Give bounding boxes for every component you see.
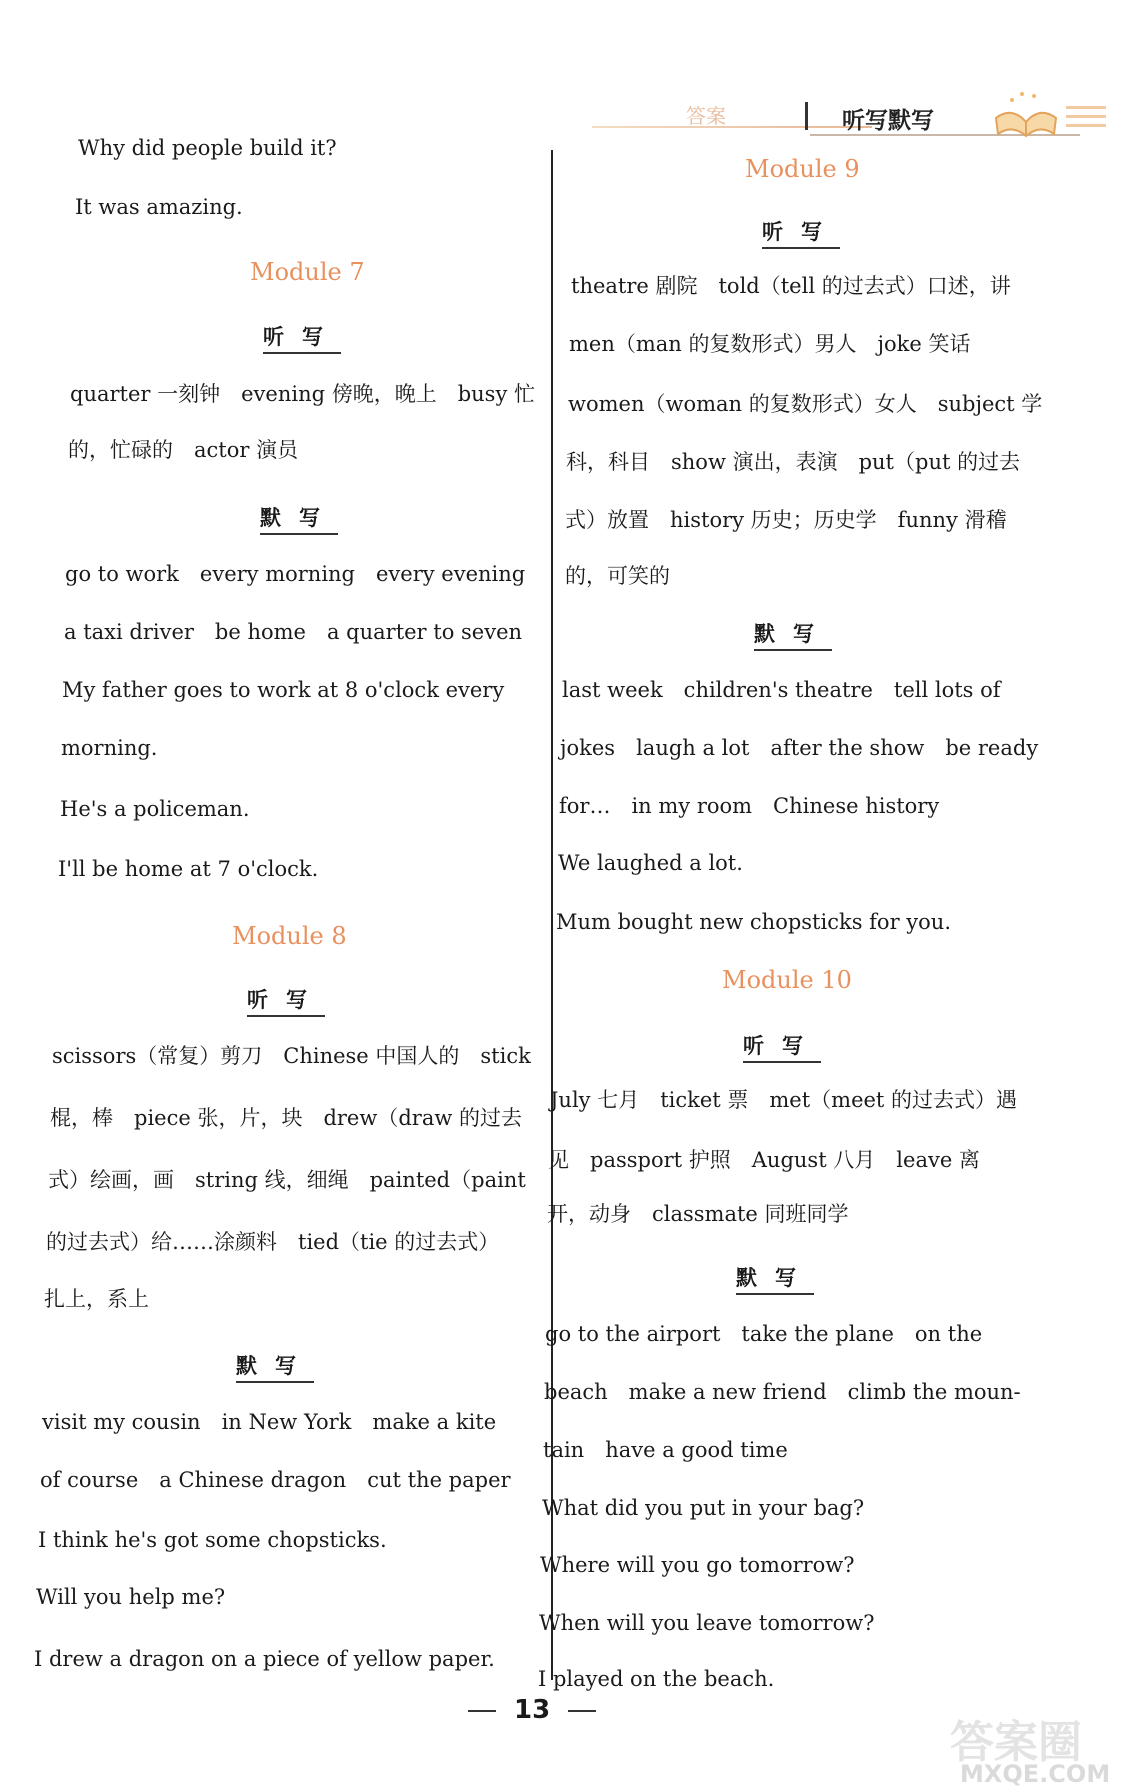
section-heading-write: 默写 <box>236 1350 314 1383</box>
text-line: 式）绘画，画 string 线，细绳 painted（paint <box>48 1168 526 1192</box>
text-line: When will you leave tomorrow? <box>539 1611 875 1635</box>
text-line: 开，动身 classmate 同班同学 <box>547 1202 849 1226</box>
module-title: Module 10 <box>722 966 852 994</box>
text-line: Why did people build it? <box>78 136 337 160</box>
text-line: for… in my room Chinese history <box>559 794 940 818</box>
text-line: beach make a new friend climb the moun- <box>544 1380 1021 1404</box>
text-line: 的过去式）给……涂颜料 tied（tie 的过去式） <box>46 1230 500 1254</box>
module-title: Module 8 <box>232 922 347 950</box>
text-line: theatre 剧院 told（tell 的过去式）口述，讲 <box>571 274 1011 298</box>
text-line: I played on the beach. <box>538 1667 775 1691</box>
text-line: I drew a dragon on a piece of yellow paper. <box>34 1647 495 1671</box>
module-title: Module 9 <box>745 155 860 183</box>
text-line: Mum bought new chopsticks for you. <box>556 910 951 934</box>
text-line: jokes laugh a lot after the show be ready <box>560 736 1039 760</box>
section-heading-listen: 听写 <box>743 1030 821 1063</box>
text-line: 见 passport 护照 August 八月 leave 离 <box>548 1148 980 1172</box>
text-line: a taxi driver be home a quarter to seven <box>64 620 523 644</box>
text-line: 棍，棒 piece 张，片，块 drew（draw 的过去 <box>50 1106 522 1130</box>
page-number <box>450 1695 614 1725</box>
open-book-icon <box>988 88 1064 140</box>
section-heading-write: 默写 <box>736 1262 814 1295</box>
text-line: Where will you go tomorrow? <box>540 1553 855 1577</box>
footer-dash <box>468 1710 496 1712</box>
header-answer-label: 答案 <box>686 104 726 128</box>
text-line: men（man 的复数形式）男人 joke 笑话 <box>569 332 971 356</box>
section-heading-listen: 听写 <box>247 984 325 1017</box>
header-rule <box>592 126 872 128</box>
text-line: go to work every morning every evening <box>65 562 526 586</box>
text-line: July 七月 ticket 票 met（meet 的过去式）遇 <box>550 1088 1018 1112</box>
text-line: What did you put in your bag? <box>542 1496 865 1520</box>
text-line: My father goes to work at 8 o'clock every <box>62 678 505 702</box>
text-line: It was amazing. <box>75 195 243 219</box>
text-line: quarter 一刻钟 evening 傍晚，晚上 busy 忙 <box>70 382 535 406</box>
module-title: Module 7 <box>250 258 365 286</box>
section-heading-listen: 听写 <box>762 216 840 249</box>
text-line: We laughed a lot. <box>558 851 743 875</box>
footer-dash <box>568 1710 596 1712</box>
header-separator <box>805 102 808 130</box>
text-line: I'll be home at 7 o'clock. <box>58 857 319 881</box>
text-line: 科，科目 show 演出，表演 put（put 的过去 <box>566 450 1021 474</box>
text-line: He's a policeman. <box>60 797 250 821</box>
text-line: tain have a good time <box>543 1438 788 1462</box>
text-line: 扎上，系上 <box>44 1287 149 1311</box>
header-title: 听写默写 <box>842 108 934 134</box>
text-line: 的，忙碌的 actor 演员 <box>68 438 299 462</box>
text-line: of course a Chinese dragon cut the paper <box>40 1468 511 1492</box>
watermark-url: MXQE.COM <box>960 1760 1111 1788</box>
text-line: scissors（常复）剪刀 Chinese 中国人的 stick <box>52 1044 531 1068</box>
watermark-logo: 答案圈 <box>950 1717 1082 1768</box>
text-line: go to the airport take the plane on the <box>545 1322 983 1346</box>
text-line: I think he's got some chopsticks. <box>38 1528 387 1552</box>
section-heading-listen: 听写 <box>263 321 341 354</box>
text-line: women（woman 的复数形式）女人 subject 学 <box>568 392 1043 416</box>
page-header <box>580 96 1120 146</box>
text-line: morning. <box>61 736 158 760</box>
text-line: visit my cousin in New York make a kite <box>42 1410 497 1434</box>
text-line: 的，可笑的 <box>565 564 670 588</box>
text-line: last week children's theatre tell lots of <box>562 678 1001 702</box>
text-line: Will you help me? <box>36 1585 226 1609</box>
text-line: 式）放置 history 历史；历史学 funny 滑稽 <box>565 508 1007 532</box>
section-heading-write: 默写 <box>754 618 832 651</box>
page-number-text: 13 <box>514 1695 551 1725</box>
decorative-lines-icon <box>1066 102 1106 130</box>
section-heading-write: 默写 <box>260 502 338 535</box>
